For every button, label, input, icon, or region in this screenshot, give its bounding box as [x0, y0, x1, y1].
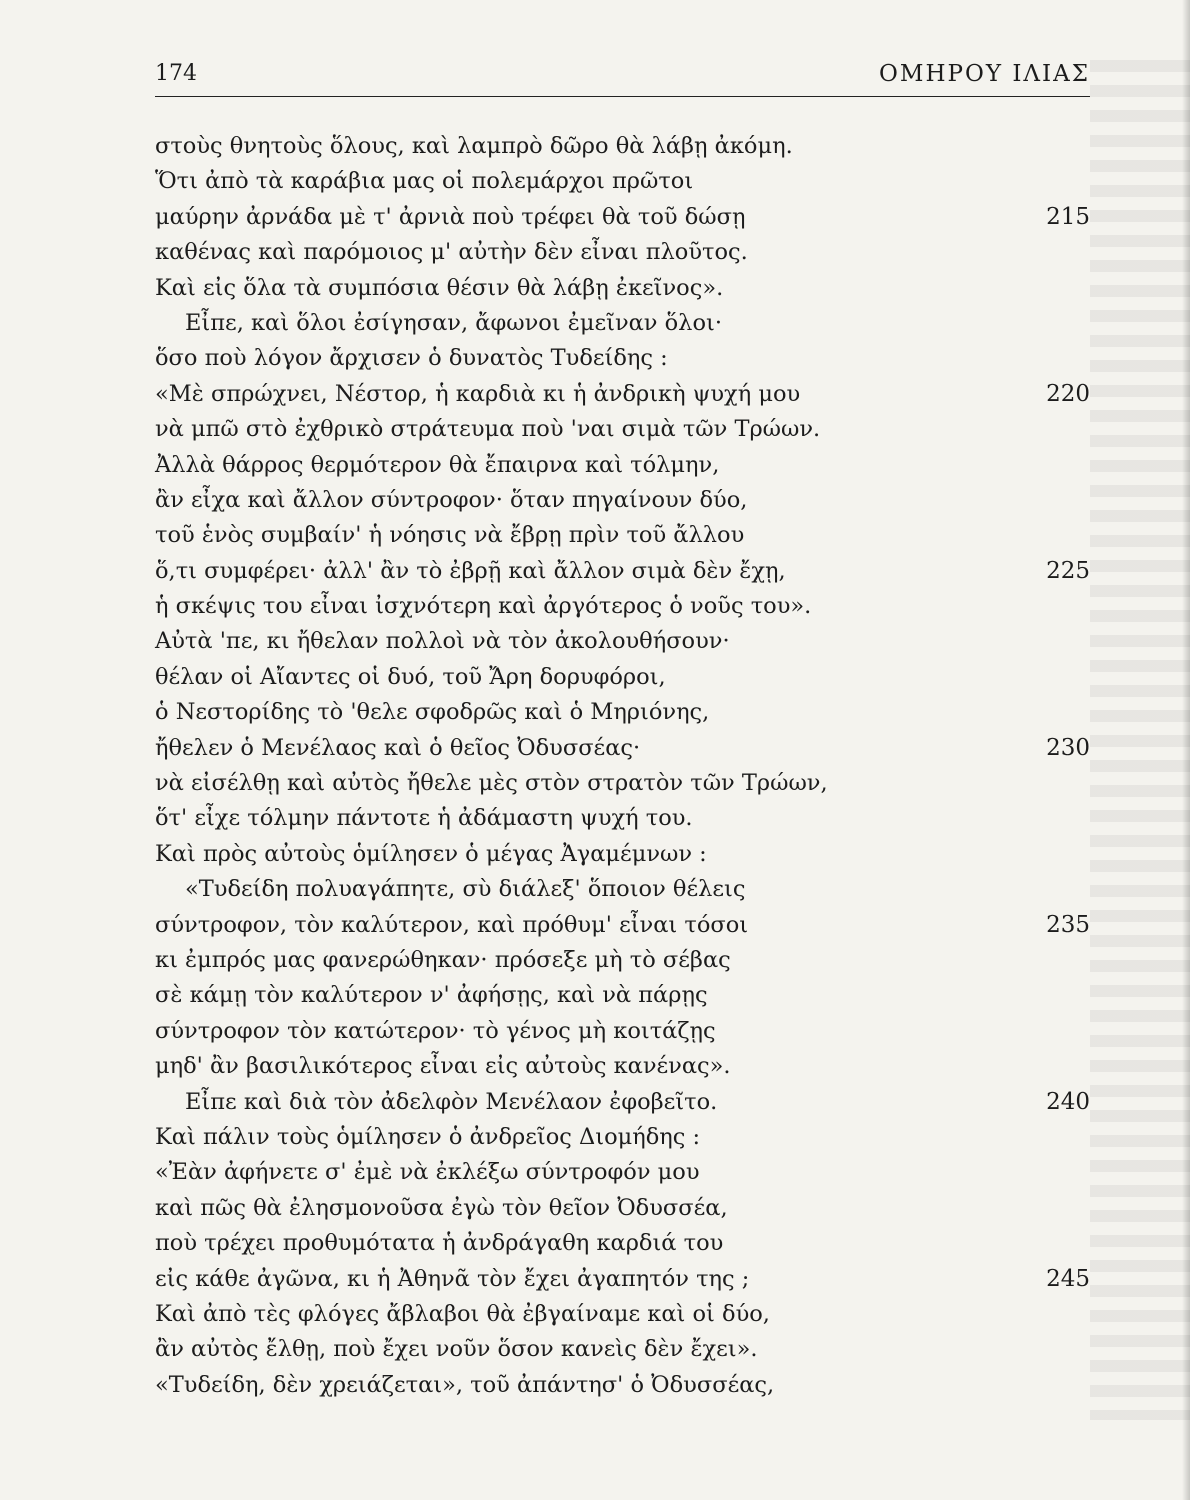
- verse-text: ὅσο ποὺ λόγον ἄρχισεν ὁ δυνατὸς Τυδείδης :: [155, 345, 668, 372]
- verse-line: [155, 235, 1090, 270]
- page-spine-shadow: [1182, 0, 1190, 1500]
- verse-text: ὁ Νεστορίδης τὸ 'θελε σφοδρῶς καὶ ὁ Μηριόνης,: [155, 699, 710, 726]
- verse-line: [155, 448, 1090, 483]
- verse-line: [155, 1049, 1090, 1084]
- line-number: 245: [1046, 1265, 1090, 1292]
- verse-line: [155, 129, 1090, 164]
- line-number: 225: [1046, 557, 1090, 584]
- header-rule: [155, 96, 1090, 97]
- verse-line: [155, 978, 1090, 1013]
- verse-text: Καὶ εἰς ὅλα τὰ συμπόσια θέσιν θὰ λάβῃ ἐκεῖνος».: [155, 274, 724, 301]
- verse-text: «Μὲ σπρώχνει, Νέστορ, ἡ καρδιὰ κι ἡ ἀνδρικὴ ψυχή μου: [155, 380, 801, 407]
- verse-line: [155, 660, 1090, 695]
- running-title: ΟΜΗΡΟΥ ΙΛΙΑΣ: [879, 61, 1090, 87]
- verse-text: σὲ κάμῃ τὸν καλύτερον ν' ἀφήσῃς, καὶ νὰ πάρῃς: [155, 982, 708, 1009]
- verse-text: ὅτ' εἶχε τόλμην πάντοτε ἡ ἀδάμαστη ψυχή του.: [155, 805, 693, 832]
- line-number: 240: [1046, 1088, 1090, 1115]
- page-header: [155, 58, 1090, 98]
- verse-line: [155, 908, 1090, 943]
- verse-line: [155, 341, 1090, 376]
- verse-line: [155, 837, 1090, 872]
- line-number: 215: [1046, 203, 1090, 230]
- page-number: 174: [155, 61, 197, 86]
- verse-text: «Τυδείδη πολυαγάπητε, σὺ διάλεξ' ὅποιον θέλεις: [185, 876, 746, 903]
- verse-text: ἂν εἶχα καὶ ἄλλον σύντροφον· ὅταν πηγαίνουν δύο,: [155, 486, 748, 513]
- verse-text: εἰς κάθε ἀγῶνα, κι ἡ Ἀθηνᾶ τὸν ἔχει ἀγαπητόν της ;: [155, 1265, 750, 1292]
- verse-text: ὅ,τι συμφέρει· ἀλλ' ἂν τὸ ἐβρῇ καὶ ἄλλον σιμὰ δὲν ἔχῃ,: [155, 557, 786, 584]
- verse-text: σύντροφον τὸν κατώτερον· τὸ γένος μὴ κοιτάζῃς: [155, 1017, 716, 1044]
- verse-line: [155, 1155, 1090, 1190]
- verse-line: [155, 1226, 1090, 1261]
- verse-line: [155, 695, 1090, 730]
- verse-text: στοὺς θνητοὺς ὅλους, καὶ λαμπρὸ δῶρο θὰ λάβῃ ἀκόμη.: [155, 133, 793, 159]
- verse-line: [155, 766, 1090, 801]
- facing-page-bleed-through: [1090, 60, 1190, 1420]
- verse-text: κι ἐμπρός μας φανερώθηκαν· πρόσεξε μὴ τὸ σέβας: [155, 946, 731, 973]
- verse-line: [155, 1014, 1090, 1049]
- verse-text: θέλαν οἱ Αἴαντες οἱ δυό, τοῦ Ἄρη δορυφόροι,: [155, 663, 666, 690]
- verse-text: ἡ σκέψις του εἶναι ἰσχνότερη καὶ ἀργότερος ὁ νοῦς του».: [155, 593, 812, 620]
- verse-line: [155, 554, 1090, 589]
- verse-line: [155, 872, 1090, 907]
- verse-text: Ὅτι ἀπὸ τὰ καράβια μας οἱ πολεμάρχοι πρῶτοι: [155, 168, 694, 195]
- verse-line: [155, 483, 1090, 518]
- verse-text: τοῦ ἑνὸς συμβαίν' ἡ νόησις νὰ ἔβρῃ πρὶν τοῦ ἄλλου: [155, 522, 745, 549]
- verse-line: [155, 412, 1090, 447]
- verse-text: μαύρην ἀρνάδα μὲ τ' ἀρνιὰ ποὺ τρέφει θὰ τοῦ δώσῃ: [155, 203, 746, 230]
- verse-line: [155, 164, 1090, 199]
- verse-line: [155, 1332, 1090, 1367]
- verse-line: [155, 801, 1090, 836]
- verse-line: [155, 200, 1090, 235]
- verse-line: [155, 306, 1090, 341]
- verse-line: [155, 1085, 1090, 1120]
- verse-text: μηδ' ἂν βασιλικότερος εἶναι εἰς αὐτοὺς κανένας».: [155, 1053, 731, 1080]
- verse-line: [155, 1191, 1090, 1226]
- line-number: 235: [1046, 911, 1090, 938]
- verse-text: «Ἐὰν ἀφήνετε σ' ἐμὲ νὰ ἐκλέξω σύντροφόν μου: [155, 1159, 700, 1186]
- verse-line: [155, 943, 1090, 978]
- verse-text: ποὺ τρέχει προθυμότατα ἡ ἀνδράγαθη καρδιά του: [155, 1230, 724, 1257]
- verse-text: σύντροφον, τὸν καλύτερον, καὶ πρόθυμ' εἶναι τόσοι: [155, 911, 749, 938]
- line-number: 220: [1046, 380, 1090, 407]
- verse-text: ἂν αὐτὸς ἔλθῃ, ποὺ ἔχει νοῦν ὅσον κανεὶς δὲν ἔχει».: [155, 1336, 758, 1363]
- verse-text: Καὶ ἀπὸ τὲς φλόγες ἄβλαβοι θὰ ἐβγαίναμε καὶ οἱ δύο,: [155, 1300, 770, 1327]
- verse-line: [155, 731, 1090, 766]
- verse-line: [155, 271, 1090, 306]
- verse-text: καθένας καὶ παρόμοιος μ' αὐτὴν δὲν εἶναι πλοῦτος.: [155, 239, 748, 266]
- verse-text: «Τυδείδη, δὲν χρειάζεται», τοῦ ἀπάντησ' ὁ Ὀδυσσέας,: [155, 1371, 775, 1398]
- verse-line: [155, 1297, 1090, 1332]
- verse-text: Καὶ πρὸς αὐτοὺς ὁμίλησεν ὁ μέγας Ἀγαμέμνων :: [155, 840, 707, 867]
- verse-text: νὰ εἰσέλθῃ καὶ αὐτὸς ἤθελε μὲς στὸν στρατὸν τῶν Τρώων,: [155, 770, 828, 797]
- verse-text: Εἶπε καὶ διὰ τὸν ἀδελφὸν Μενέλαον ἐφοβεῖτο.: [185, 1088, 718, 1115]
- verse-text: Ἀλλὰ θάρρος θερμότερον θὰ ἔπαιρνα καὶ τόλμην,: [155, 451, 720, 478]
- verse-text: ἤθελεν ὁ Μενέλαος καὶ ὁ θεῖος Ὀδυσσέας·: [155, 734, 641, 761]
- verse-line: [155, 377, 1090, 412]
- verse-line: [155, 1120, 1090, 1155]
- line-number: 230: [1046, 734, 1090, 761]
- verse-text: Καὶ πάλιν τοὺς ὁμίλησεν ὁ ἀνδρεῖος Διομήδης :: [155, 1123, 701, 1150]
- verse-text: καὶ πῶς θὰ ἐλησμονοῦσα ἐγὼ τὸν θεῖον Ὀδυσσέα,: [155, 1194, 728, 1221]
- verse-block: [155, 129, 1090, 1403]
- verse-line: [155, 1262, 1090, 1297]
- verse-line: [155, 624, 1090, 659]
- verse-line: [155, 518, 1090, 553]
- verse-text: Αὐτὰ 'πε, κι ἤθελαν πολλοὶ νὰ τὸν ἀκολουθήσουν·: [155, 628, 730, 655]
- verse-line: [155, 1368, 1090, 1403]
- verse-line: [155, 589, 1090, 624]
- verse-text: νὰ μπῶ στὸ ἐχθρικὸ στράτευμα ποὺ 'ναι σιμὰ τῶν Τρώων.: [155, 416, 821, 443]
- verse-text: Εἶπε, καὶ ὅλοι ἐσίγησαν, ἄφωνοι ἐμεῖναν ὅλοι·: [185, 309, 722, 336]
